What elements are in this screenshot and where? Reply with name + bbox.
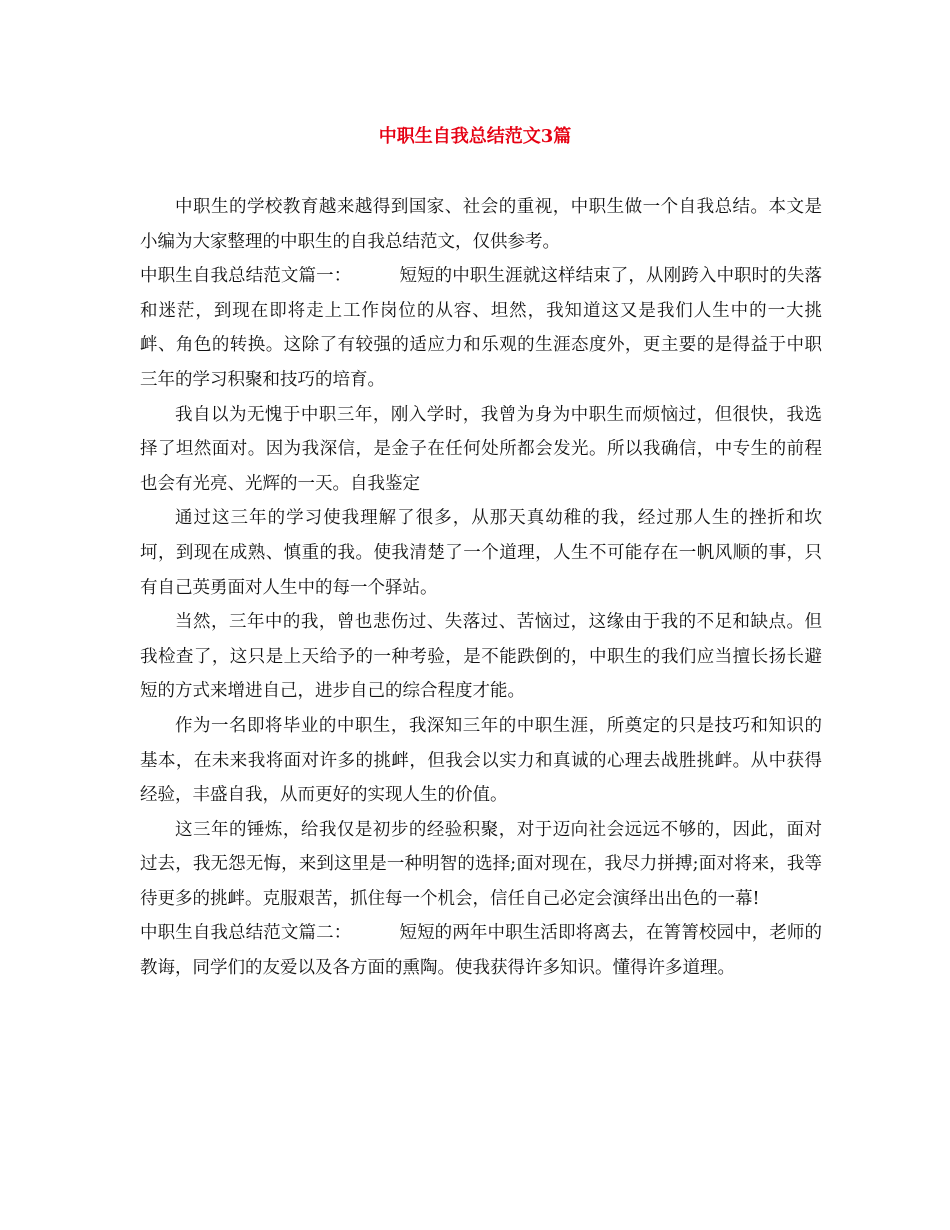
section-1-first-paragraph (140, 259, 822, 397)
section-1-first-text: 短短的中职生涯就这样结束了，从刚跨入中职时的失落和迷茫，到现在即将走上工作岗位的从容、坦然，我知道这又是我们人生中的一大挑衅、角色的转换。这除了有较强的适应力和乐观的生涯态度外，更主要的是得益于中职三年的学习积聚和技巧的培育。 (140, 266, 823, 390)
section-1-paragraph: 当然，三年中的我，曾也悲伤过、失落过、苦恼过，这缘由于我的不足和缺点。但我检查了，这只是上天给予的一种考验，是不能跌倒的，中职生的我们应当擅长扬长避短的方式来增进自己，进步自己的综合程度才能。 (140, 612, 822, 702)
section-2-first-text: 短短的两年中职生活即将离去，在箐箐校园中，老师的教诲，同学们的友爱以及各方面的熏陶。使我获得许多知识。懂得许多道理。 (140, 923, 823, 979)
section-1-paragraph: 这三年的锤炼，给我仅是初步的经验积聚，对于迈向社会远远不够的，因此，面对过去，我无怨无悔，来到这里是一种明智的选择;面对现在，我尽力拼搏;面对将来，我等待更多的挑衅。克服艰苦，抓住每一个机会，信任自己必定会演绎出出色的一幕! (140, 819, 822, 909)
section-1-paragraph: 通过这三年的学习使我理解了很多，从那天真幼稚的我，经过那人生的挫折和坎坷，到现在成熟、慎重的我。使我清楚了一个道理，人生不可能存在一帆风顺的事，只有自己英勇面对人生中的每一个驿站。 (140, 508, 822, 598)
intro-paragraph: 中职生的学校教育越来越得到国家、社会的重视，中职生做一个自我总结。本文是小编为大家整理的中职生的自我总结范文，仅供参考。 (140, 197, 822, 252)
section-1-paragraph: 作为一名即将毕业的中职生，我深知三年的中职生涯，所奠定的只是技巧和知识的基本，在未来我将面对许多的挑衅，但我会以实力和真诚的心理去战胜挑衅。从中获得经验，丰盛自我，从而更好的实现人生的价值。 (140, 715, 822, 806)
section-2-first-paragraph (140, 916, 822, 985)
section-2-heading: 中职生自我总结范文篇二： (140, 923, 352, 944)
document-body (140, 190, 822, 986)
section-1-paragraph: 我自以为无愧于中职三年，刚入学时，我曾为身为中职生而烦恼过，但很快，我选择了坦然面对。因为我深信，是金子在任何处所都会发光。所以我确信，中专生的前程也会有光亮、光辉的一天。自我鉴定 (140, 404, 822, 494)
section-1-heading: 中职生自我总结范文篇一： (140, 266, 352, 287)
document-title: 中职生自我总结范文3篇 (378, 126, 572, 147)
